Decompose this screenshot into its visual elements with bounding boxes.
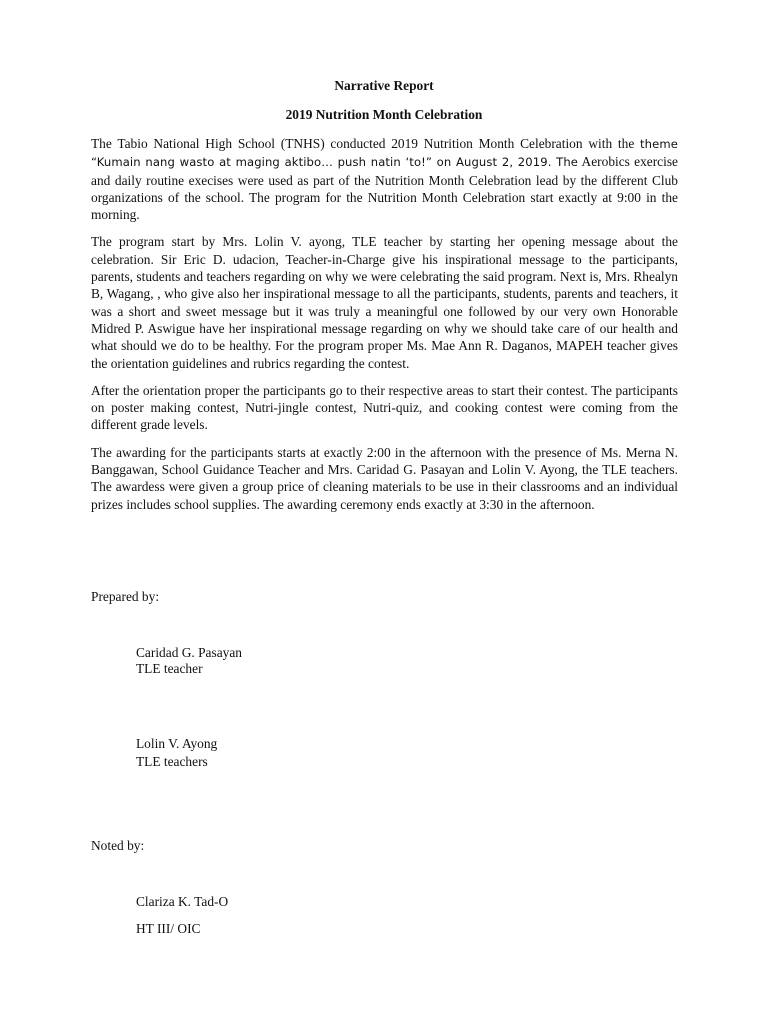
report-title: Narrative Report — [334, 78, 434, 93]
signer-1-role: TLE teacher — [136, 661, 203, 676]
prepared-by-label: Prepared by: — [91, 589, 160, 604]
paragraph-awarding: The awarding for the participants starts at exactly 2:00 in the afternoon with the presence of Ms. Merna N. Banggawan, School Guidance Teacher and Mrs. Caridad G. Pasayan and Lolin V. Ayong, the TLE teachers. The awardess were given a group price of cleaning materials to be use in their classrooms and an individual prizes includes school supplies. The awarding ceremony ends exactly at 3:30 in the afternoon. — [91, 444, 678, 512]
noted-by-label: Noted by: — [91, 838, 145, 853]
paragraph-intro-end: Aerobics exercise and daily routine execises were used as part of the Nutrition Month Celebration lead by the different Club organizations of the school. The program for the Nutrition Month Celebration start exactly at 9:00 in the morning. — [91, 154, 678, 223]
report-subtitle: 2019 Nutrition Month Celebration — [285, 107, 483, 122]
signer-3-name: Clariza K. Tad-O — [136, 894, 229, 909]
report-body — [91, 135, 678, 523]
paragraph-program: The program start by Mrs. Lolin V. ayong, TLE teacher by starting her opening message about the celebration. Sir Eric D. udacion, Teacher-in-Charge give his inspirational message to the participants, parents, students and teachers regarding on why we were celebrating the said program. Next is, Mrs. Rhealyn B, Wagang, , who give also her inspirational message to all the participants, students, parents and teachers, it was a short and sweet message but it was truly a meaningful one followed by our very own Honorable Midred P. Aswigue have her inspirational message regarding on why we should take care of our health and what should we do to be healthy. For the program proper Ms. Mae Ann R. Daganos, MAPEH teacher gives the orientation guidelines and rubrics regarding the contest. — [91, 234, 678, 371]
signer-2-role: TLE teachers — [136, 754, 208, 769]
signer-2-name: Lolin V. Ayong — [136, 736, 218, 751]
paragraph-contest: After the orientation proper the participants go to their respective areas to start their contest. The participants on poster making contest, Nutri-jingle contest, Nutri-quiz, and cooking contest were coming from the different grade levels. — [91, 382, 678, 433]
signer-3-role: HT III/ OIC — [136, 921, 201, 936]
paragraph-intro-theme: theme “Kumain nang wasto at maging aktibo… push natin ‘to!” on August 2, 2019. The — [91, 137, 678, 170]
paragraph-intro — [91, 135, 678, 223]
paragraph-intro-start: The Tabio National High School (TNHS) conducted 2019 Nutrition Month Celebration with the — [91, 136, 641, 151]
signer-1-name: Caridad G. Pasayan — [136, 645, 242, 660]
